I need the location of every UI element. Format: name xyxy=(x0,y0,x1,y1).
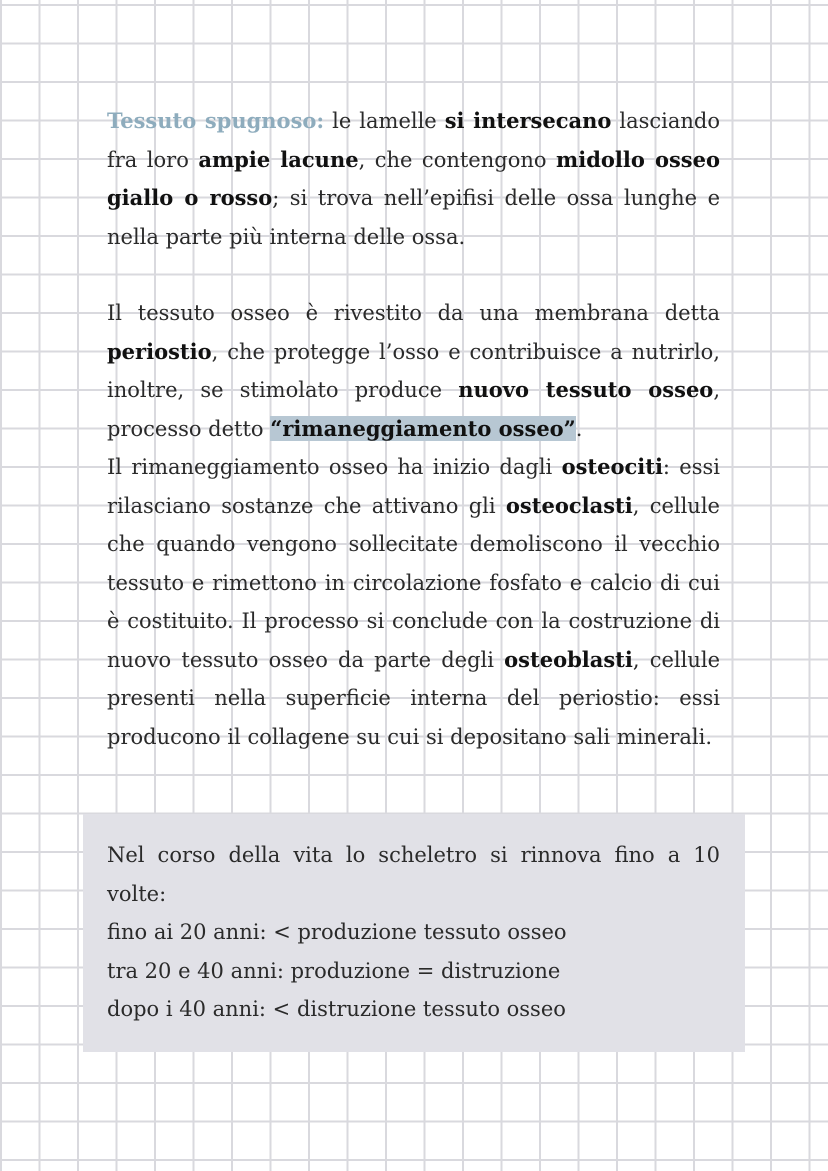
text-run: , processo detto xyxy=(107,378,720,441)
bold-term: osteoblasti xyxy=(504,646,633,672)
remodeling-paragraph xyxy=(107,448,720,756)
periosteum-paragraph xyxy=(107,294,720,448)
bold-term: ampie lacune xyxy=(198,146,359,172)
summary-line: tra 20 e 40 anni: produzione = distruzione xyxy=(107,958,561,983)
text-run: , cellule che quando vengono sollecitate demoliscono il vecchio tessuto e rimettono in circolazione fosfato e calcio di cui è costituito. Il processo si conclude con la costruzione di nuovo tessuto osseo da parte degli xyxy=(107,493,720,672)
periosteum-section xyxy=(107,294,720,756)
text-run: , che contengono xyxy=(358,147,556,172)
text-run: , cellule presenti nella superficie interna del periostio: essi producono il collagene su cui si depositano sali minerali. xyxy=(107,647,720,749)
bold-term: osteociti xyxy=(561,454,663,479)
bold-term: osteoclasti xyxy=(505,492,633,518)
summary-line: fino ai 20 anni: < produzione tessuto osseo xyxy=(107,920,567,944)
text-run: Il tessuto osseo è rivestito da una membrana detta xyxy=(107,301,720,325)
text-run: lasciando fra loro xyxy=(107,109,721,172)
highlighted-term: “rimaneggiamento osseo” xyxy=(270,415,576,441)
bold-term: periostio xyxy=(107,338,212,364)
text-run: Il rimaneggiamento osseo ha inizio dagli xyxy=(107,455,562,479)
bold-term: si intersecano xyxy=(444,108,612,133)
text-run: le lamelle xyxy=(324,109,445,133)
summary-line: dopo i 40 anni: < distruzione tessuto osseo xyxy=(107,997,566,1021)
spongy-tissue-label: Tessuto spugnoso: xyxy=(107,108,325,133)
text-run: . xyxy=(575,416,583,441)
bold-term: nuovo tessuto osseo xyxy=(458,377,714,402)
spongy-tissue-paragraph xyxy=(107,102,720,256)
summary-intro: Nel corso della vita lo scheletro si rinnova fino a 10 volte: xyxy=(107,843,720,906)
text-run: , che protegge l’osso e contribuisce a nutrirlo, inoltre, se stimolato produce xyxy=(107,339,720,402)
bold-term: midollo osseo giallo o rosso xyxy=(107,146,720,210)
text-run: ; si trova nell’epifisi delle ossa lunghe e nella parte più interna delle ossa. xyxy=(107,186,720,249)
summary-text xyxy=(107,836,720,1029)
text-run: : essi rilasciano sostanze che attivano gli xyxy=(107,455,720,518)
